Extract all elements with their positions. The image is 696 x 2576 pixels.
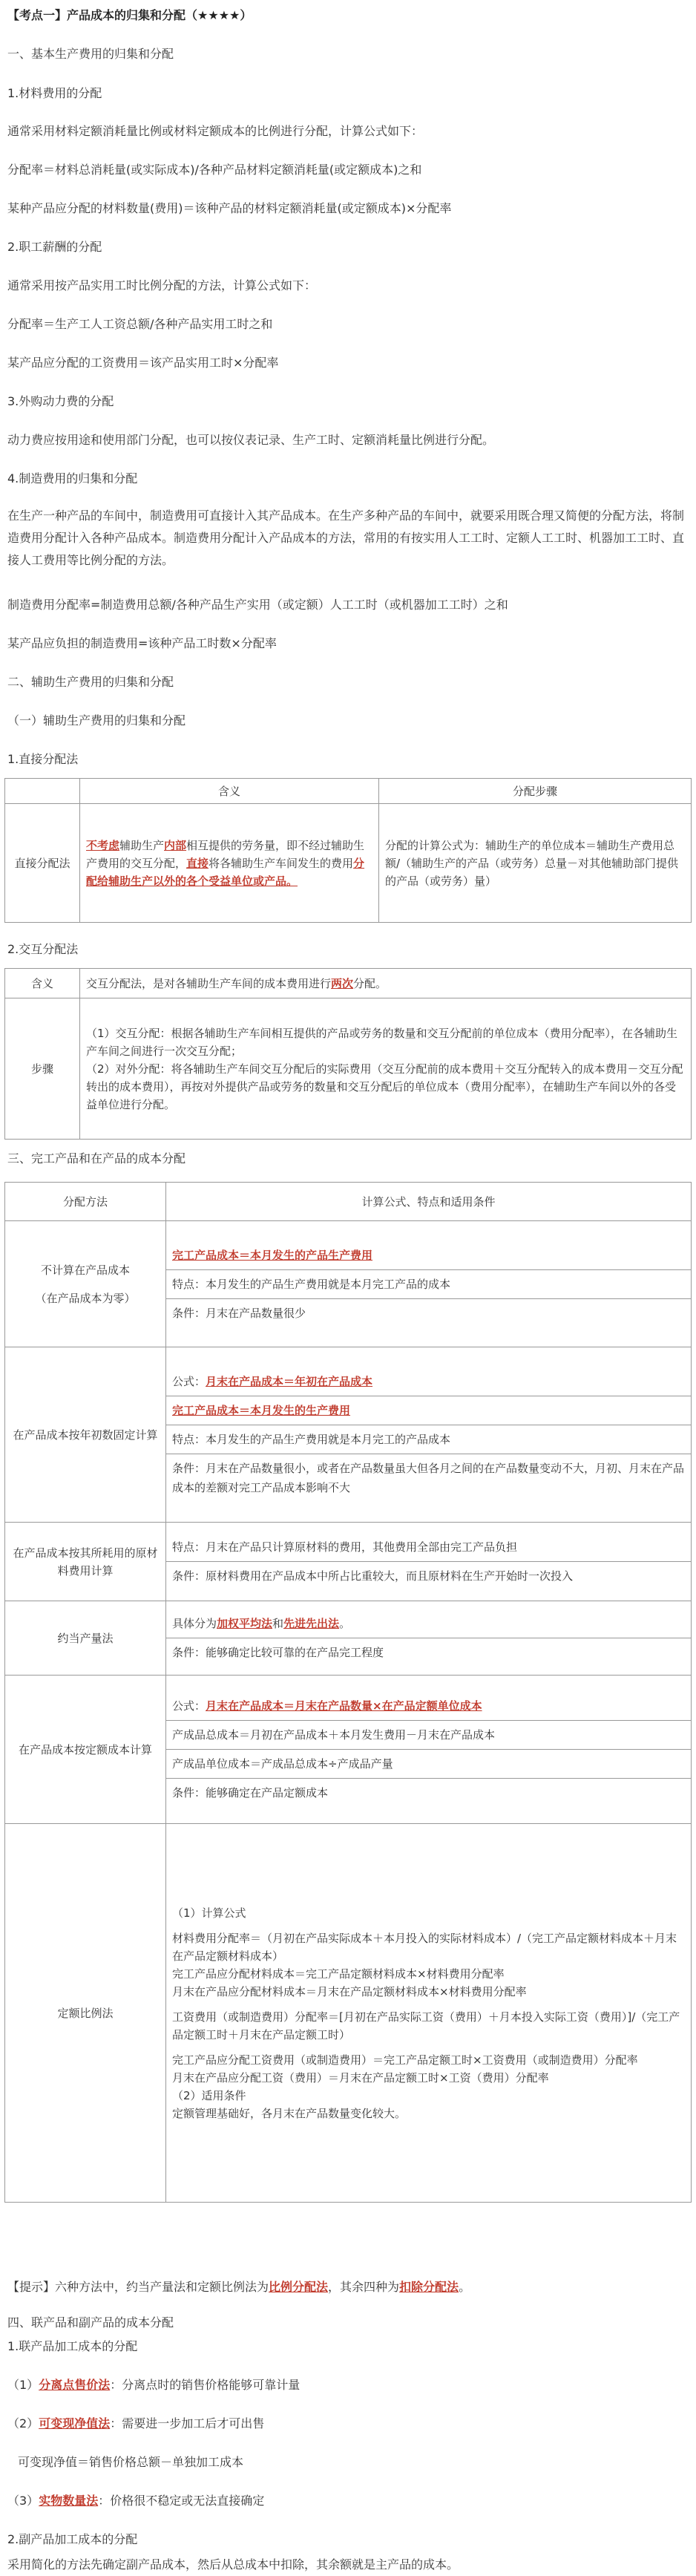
row-label: 不计算在产品成本 （在产品成本为零） xyxy=(5,1221,166,1347)
formula: 可变现净值＝销售价格总额－单独加工成本 xyxy=(18,2455,244,2469)
row-label: 含义 xyxy=(5,969,80,998)
wip-allocation-table xyxy=(4,1182,692,2203)
subheading-2-1: （一）辅助生产费用的归集和分配 xyxy=(7,713,186,728)
row-label: 在产品成本按其所耗用的原材料费用计算 xyxy=(5,1523,166,1601)
formula: 某产品应分配的工资费用＝该产品实用工时×分配率 xyxy=(7,356,279,370)
formula: 某种产品应分配的材料数量(费用)＝该种产品的材料定额消耗量(或定额成本)×分配率 xyxy=(7,201,452,215)
formula: 分配率＝生产工人工资总额/各种产品实用工时之和 xyxy=(7,317,273,331)
heading-1: 一、基本生产费用的归集和分配 xyxy=(7,47,174,61)
list-item: （3）实物数量法：价格很不稳定或无法直接确定 xyxy=(7,2494,265,2508)
table-header: 分配步骤 xyxy=(379,779,692,804)
row-label: 在产品成本按年初数固定计算 xyxy=(5,1347,166,1523)
row-label: 在产品成本按定额成本计算 xyxy=(5,1676,166,1824)
subheading-4-2: 2.副产品加工成本的分配 xyxy=(7,2532,138,2546)
subheading-1-1: 1.材料费用的分配 xyxy=(7,86,102,100)
subheading-direct: 1.直接分配法 xyxy=(7,752,79,766)
subheading-4-1: 1.联产品加工成本的分配 xyxy=(7,2339,138,2353)
paragraph: 通常采用材料定额消耗量比例或材料定额成本的比例进行分配，计算公式如下： xyxy=(7,124,424,138)
table-cell: 特点：月末在产品只计算原材料的费用，其他费用全部由完工产品负担 条件：原材料费用在产品成本中所占比重较大，而且原材料在生产开始时一次投入 xyxy=(166,1523,692,1601)
paragraph: 通常采用按产品实用工时比例分配的方法，计算公式如下： xyxy=(7,278,317,292)
interactive-allocation-table xyxy=(4,968,692,1140)
table-cell-meaning: 不考虑辅助生产内部相互提供的劳务量，即不经过辅助生产费用的交互分配，直接将各辅助生产车间发生的费用分配给辅助生产以外的各个受益单位或产品。 xyxy=(80,804,379,923)
table-header: 分配方法 xyxy=(5,1183,166,1221)
row-label: 直接分配法 xyxy=(5,804,80,923)
paragraph: 在生产一种产品的车间中，制造费用可直接计入其产品成本。在生产多种产品的车间中，就要采用既合理又简便的分配方法，将制造费用分配计入各种产品成本。制造费用分配计入产品成本的方法，常用的有按实用人工工时、定额人工工时、机器加工工时、直接人工费用等比例分配的方法。 xyxy=(7,509,685,567)
paragraph: 动力费应按用途和使用部门分配，也可以按仪表记录、生产工时、定额消耗量比例进行分配。 xyxy=(7,433,495,447)
subheading-1-2: 2.职工薪酬的分配 xyxy=(7,240,102,254)
table-cell xyxy=(5,779,80,804)
section-title: 【考点一】产品成本的归集和分配（★★★★） xyxy=(7,8,252,22)
direct-allocation-table xyxy=(4,778,692,923)
table-cell: （1）交互分配：根据各辅助生产车间相互提供的产品或劳务的数量和交互分配前的单位成本（费用分配率），在各辅助生产车间之间进行一次交互分配； （2）对外分配：将各辅助生产车间交互分配后的实际费用（交互分配前的成本费用＋交互分配转入的成本费用－交互分配转出的成本费用），再按对外提供产品或劳务的数量和交互分配后的单位成本（费用分配率），在辅助生产车间以外的各受益单位进行分配。 xyxy=(80,998,692,1140)
table-cell-steps: 分配的计算公式为：辅助生产的单位成本＝辅助生产费用总额/（辅助生产的产品（或劳务）总量－对其他辅助部门提供的产品（或劳务）量） xyxy=(379,804,692,923)
tip: 【提示】六种方法中，约当产量法和定额比例法为比例分配法，其余四种为扣除分配法。 xyxy=(7,2280,471,2294)
formula: 某产品应负担的制造费用=该种产品工时数×分配率 xyxy=(7,636,277,650)
list-item: （1）分离点售价法：分离点时的销售价格能够可靠计量 xyxy=(7,2378,301,2392)
formula: 制造费用分配率=制造费用总额/各种产品生产实用（或定额）人工工时（或机器加工工时）之和 xyxy=(7,598,508,612)
heading-3: 三、完工产品和在产品的成本分配 xyxy=(7,1151,186,1166)
heading-4: 四、联产品和副产品的成本分配 xyxy=(7,2315,174,2330)
table-header: 含义 xyxy=(80,779,379,804)
row-label: 定额比例法 xyxy=(5,1824,166,2203)
row-label: 约当产量法 xyxy=(5,1601,166,1676)
subheading-1-4: 4.制造费用的归集和分配 xyxy=(7,471,138,486)
table-header: 计算公式、特点和适用条件 xyxy=(166,1183,692,1221)
table-cell: 公式：月末在产品成本＝年初在产品成本 完工产品成本＝本月发生的生产费用 特点：本月发生的产品生产费用就是本月完工的产品成本 条件：月末在产品数量很小，或者在产品数量虽大但各月之间的在产品数量变动不大，月初、月末在产品成本的差额对完工产品成本影响不大 xyxy=(166,1347,692,1523)
table-cell: 公式：月末在产品成本＝月末在产品数量×在产品定额单位成本 产成品总成本＝月初在产品成本＋本月发生费用－月末在产品成本 产成品单位成本＝产成品总成本÷产成品产量 条件：能够确定在产品定额成本 xyxy=(166,1676,692,1824)
subheading-1-3: 3.外购动力费的分配 xyxy=(7,394,114,408)
table-cell: 具体分为加权平均法和先进先出法。 条件：能够确定比较可靠的在产品完工程度 xyxy=(166,1601,692,1676)
table-cell: （1）计算公式 材料费用分配率＝（月初在产品实际成本＋本月投入的实际材料成本）/（完工产品定额材料成本＋月末在产品定额材料成本） 完工产品应分配材料成本＝完工产品定额材料成本×材料费用分配率 月末在产品应分配材料成本＝月末在产品定额材料成本×材料费用分配率 工资费用（或制造费用）分配率＝[月初在产品实际工资（费用）＋月本投入实际工资（费用）]/（完工产品定额工时＋月末在产品定额工时） 完工产品应分配工资费用（或制造费用）＝完工产品定额工时×工资费用（或制造费用）分配率 月末在产品应分配工资（费用）＝月末在产品定额工时×工资（费用）分配率 （2）适用条件 定额管理基础好，各月末在产品数量变化较大。 xyxy=(166,1824,692,2203)
paragraph: 采用简化的方法先确定副产品成本，然后从总成本中扣除，其余额就是主产品的成本。 xyxy=(7,2557,459,2572)
formula: 分配率＝材料总消耗量(或实际成本)/各种产品材料定额消耗量(或定额成本)之和 xyxy=(7,163,422,177)
heading-2: 二、辅助生产费用的归集和分配 xyxy=(7,675,174,689)
row-label: 步骤 xyxy=(5,998,80,1140)
subheading-interactive: 2.交互分配法 xyxy=(7,942,79,956)
table-cell: 完工产品成本＝本月发生的产品生产费用 特点：本月发生的产品生产费用就是本月完工产品的成本 条件：月末在产品数量很少 xyxy=(166,1221,692,1347)
table-cell: 交互分配法，是对各辅助生产车间的成本费用进行两次分配。 xyxy=(80,969,692,998)
list-item: （2）可变现净值法：需要进一步加工后才可出售 xyxy=(7,2416,265,2430)
